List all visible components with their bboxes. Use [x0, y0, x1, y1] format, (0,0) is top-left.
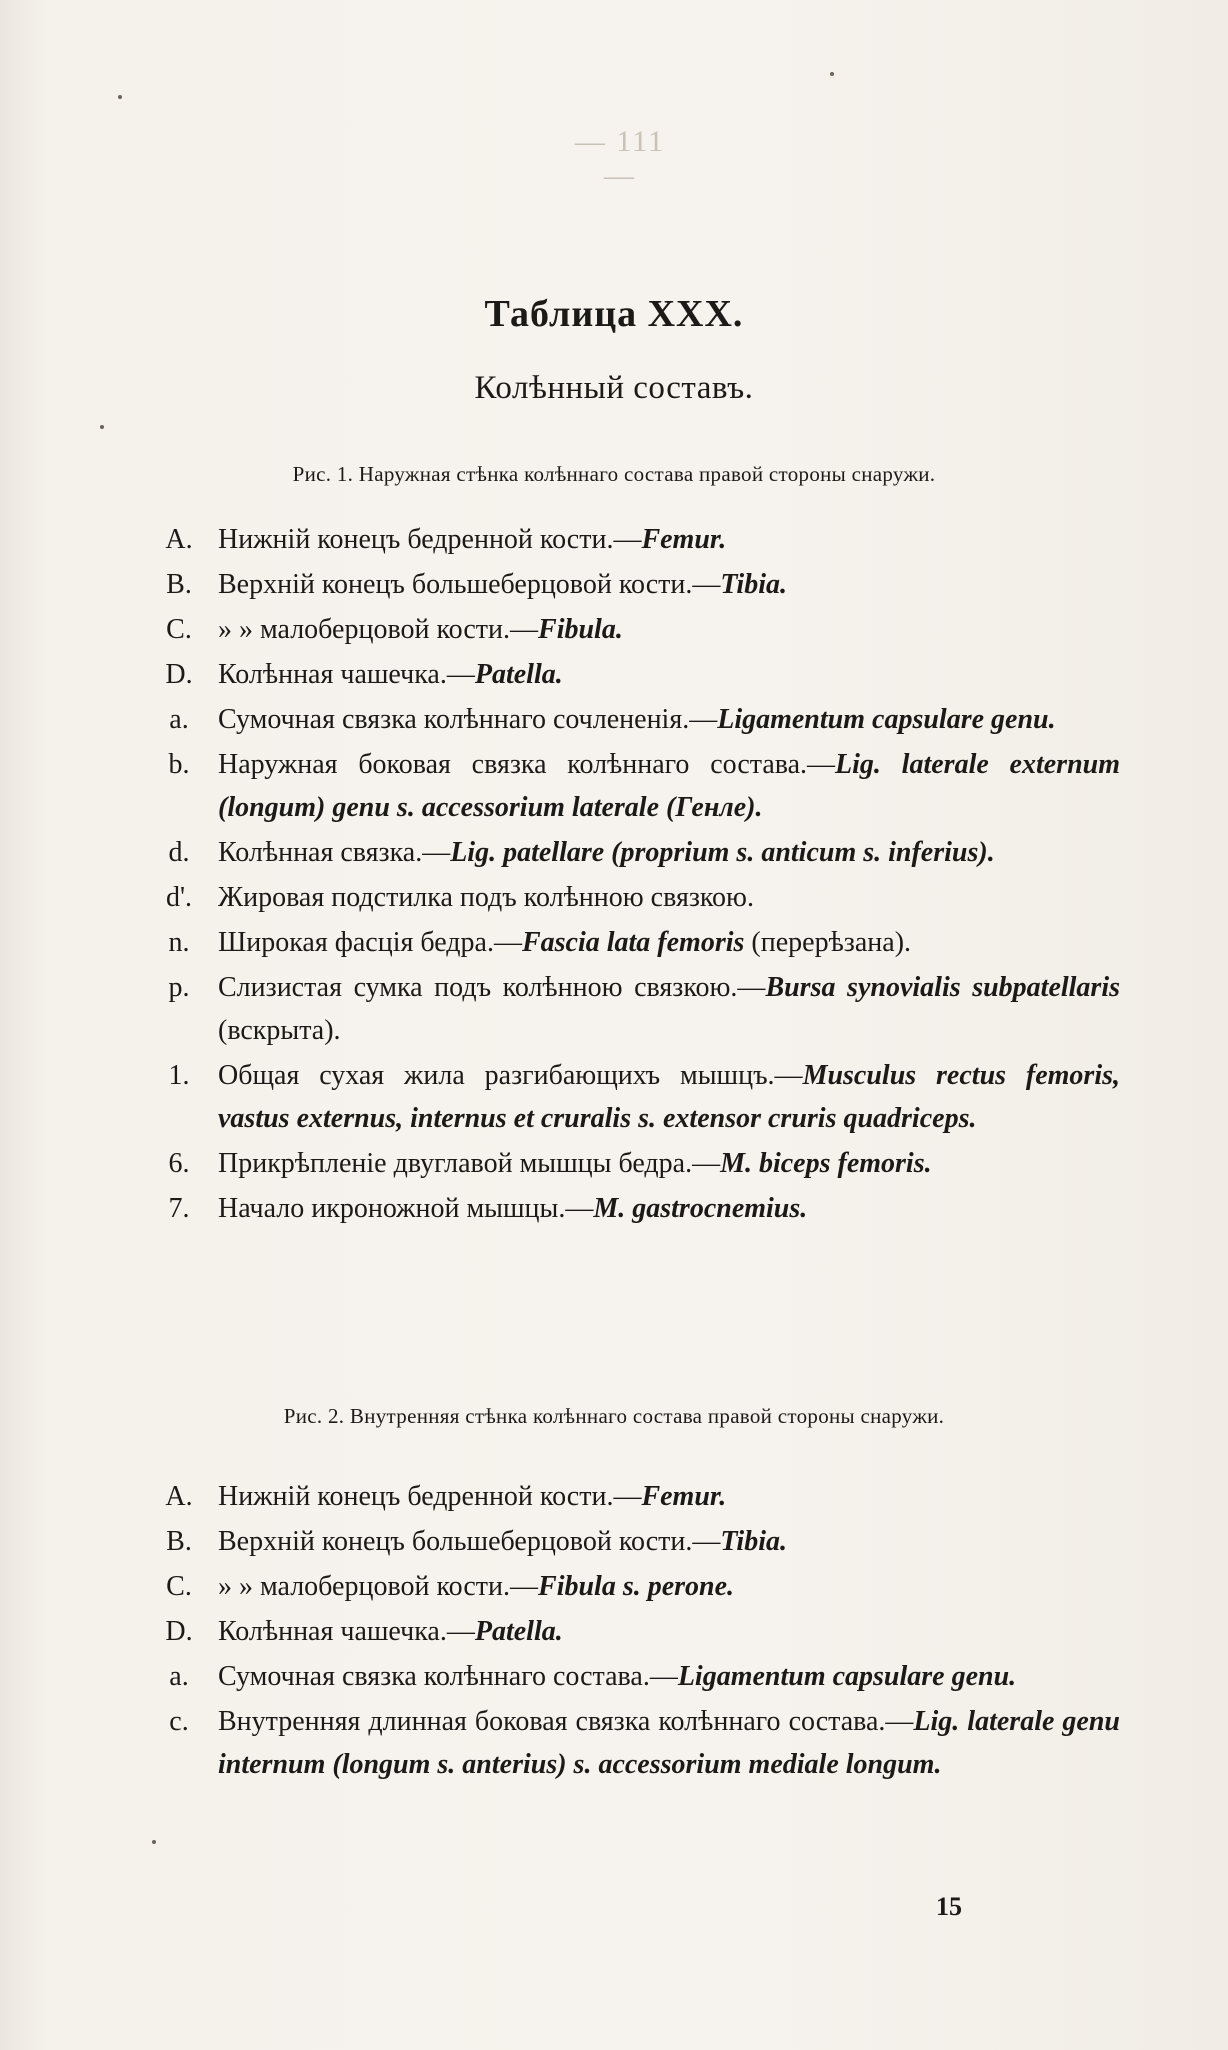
entry-text [218, 1610, 1120, 1653]
entry-russian-text: Наружная боковая связка колѣннаго состава.— [218, 749, 836, 780]
entry-label: a. [169, 1661, 189, 1692]
entry-latin-term: Femur. [641, 1481, 727, 1512]
entry-latin-term: Tibia. [720, 569, 787, 600]
entry-russian-text: Прикрѣпленіе двуглавой мышцы бедра.— [218, 1148, 721, 1179]
section-subtitle: Колѣнный составъ. [474, 370, 754, 406]
entry-label: D. [165, 1616, 193, 1647]
entry-russian-text: Жировая подстилка подъ колѣнною связкою. [218, 882, 754, 913]
entry-latin-term: Tibia. [720, 1526, 787, 1557]
entry-latin-term: Bursa synovialis subpatellaris [765, 972, 1121, 1003]
entry-text [218, 876, 1120, 919]
legend-entry [140, 743, 1120, 829]
signature-mark: 15 [936, 1892, 962, 1921]
table-title: Таблица XXX. [484, 293, 744, 335]
entry-latin-term: Ligamentum capsulare genu. [717, 704, 1056, 735]
entry-russian-text: Внутренняя длинная боковая связка колѣннаго состава.— [218, 1706, 914, 1737]
entry-russian-text: Сумочная связка колѣннаго сочлененія.— [218, 704, 718, 735]
entry-note: (вскрыта). [218, 1015, 341, 1046]
entry-text [218, 608, 1120, 651]
entry-russian-text: Верхній конецъ большеберцовой кости.— [218, 569, 721, 600]
entry-russian-text: Общая сухая жила разгибающихъ мышцъ.— [218, 1060, 803, 1091]
entry-russian-text: » » малоберцовой кости.— [218, 614, 539, 645]
figure-2-caption: Рис. 2. Внутренняя стѣнка колѣннаго состава правой стороны снаружи. [283, 1404, 945, 1428]
entry-label: d'. [165, 882, 193, 913]
legend-entry [140, 1475, 1120, 1518]
entry-note: (перерѣзана). [744, 927, 912, 958]
entry-russian-text: » » малоберцовой кости.— [218, 1571, 539, 1602]
entry-label: C. [166, 1571, 192, 1602]
paper-speck [118, 95, 122, 99]
entry-russian-text: Нижній конецъ бедренной кости.— [218, 1481, 642, 1512]
entry-label: a. [169, 704, 189, 735]
entry-latin-term: Fibula. [538, 614, 623, 645]
entry-text [218, 1655, 1120, 1698]
entry-text [218, 698, 1120, 741]
entry-latin-term: M. biceps femoris. [720, 1148, 932, 1179]
entry-label: C. [166, 614, 192, 645]
entry-russian-text: Начало икроножной мышцы.— [218, 1193, 594, 1224]
entry-text [218, 1142, 1120, 1185]
entry-russian-text: Колѣнная чашечка.— [218, 1616, 475, 1647]
entry-latin-term: Patella. [474, 1616, 563, 1647]
legend-entry [140, 563, 1120, 606]
legend-entry [140, 518, 1120, 561]
entry-text [218, 1054, 1120, 1140]
entry-label: B. [166, 1526, 192, 1557]
entry-latin-term: Fascia lata femoris [521, 927, 745, 958]
entry-label: b. [168, 749, 190, 780]
entry-russian-text: Слизистая сумка подъ колѣнною связкою.— [218, 972, 766, 1003]
legend-entry [140, 1565, 1120, 1608]
legend-entry [140, 1142, 1120, 1185]
entry-label: A. [165, 524, 193, 555]
entry-latin-term: Musculus rectus femoris, vastus externus, internus et cruralis s. extensor cruris quadriceps. [218, 1060, 1120, 1134]
entry-text [218, 966, 1120, 1052]
figure-2-entries [140, 1475, 1120, 1788]
legend-entry [140, 876, 1120, 919]
entry-label: D. [165, 659, 193, 690]
entry-latin-term: Fibula s. perone. [538, 1571, 735, 1602]
figure-1-caption: Рис. 1. Наружная стѣнка колѣннаго состава правой стороны снаружи. [292, 462, 936, 486]
entry-label: p. [168, 972, 190, 1003]
entry-russian-text: Колѣнная чашечка.— [218, 659, 475, 690]
legend-entry [140, 921, 1120, 964]
entry-text [218, 1565, 1120, 1608]
legend-entry [140, 1655, 1120, 1698]
entry-text [218, 831, 1120, 874]
entry-russian-text: Нижній конецъ бедренной кости.— [218, 524, 642, 555]
legend-entry [140, 1520, 1120, 1563]
entry-russian-text: Сумочная связка колѣннаго состава.— [218, 1661, 678, 1692]
entry-text [218, 1475, 1120, 1518]
figure-1-entries [140, 518, 1120, 1232]
entry-latin-term: Femur. [641, 524, 727, 555]
legend-entry [140, 608, 1120, 651]
legend-entry [140, 1700, 1120, 1786]
entry-label: 7. [168, 1193, 190, 1224]
legend-entry [140, 1610, 1120, 1653]
paper-speck [100, 425, 104, 429]
entry-label: 1. [168, 1060, 190, 1091]
legend-entry [140, 1187, 1120, 1230]
entry-russian-text: Верхній конецъ большеберцовой кости.— [218, 1526, 721, 1557]
entry-text [218, 518, 1120, 561]
entry-label: B. [166, 569, 192, 600]
entry-latin-term: Lig. patellare (proprium s. anticum s. inferius). [450, 837, 995, 868]
entry-text [218, 563, 1120, 606]
entry-latin-term: Ligamentum capsulare genu. [677, 1661, 1017, 1692]
legend-entry [140, 1054, 1120, 1140]
page-number: — 111 — [574, 125, 666, 192]
entry-russian-text: Широкая фасція бедра.— [218, 927, 522, 958]
legend-entry [140, 831, 1120, 874]
entry-latin-term: Lig. laterale genu internum (longum s. anterius) s. accessorium mediale longum. [218, 1706, 1120, 1780]
entry-latin-term: Patella. [474, 659, 563, 690]
entry-label: 6. [168, 1148, 190, 1179]
entry-latin-term: Lig. laterale externum (longum) genu s. accessorium laterale (Генле). [218, 749, 1120, 823]
entry-text [218, 743, 1120, 829]
paper-speck [830, 72, 834, 76]
legend-entry [140, 966, 1120, 1052]
entry-text [218, 653, 1120, 696]
entry-label: A. [165, 1481, 193, 1512]
entry-latin-term: M. gastrocnemius. [593, 1193, 808, 1224]
entry-label: d. [168, 837, 190, 868]
entry-text [218, 1700, 1120, 1786]
entry-text [218, 1520, 1120, 1563]
entry-text [218, 1187, 1120, 1230]
entry-russian-text: Колѣнная связка.— [218, 837, 451, 868]
entry-label: c. [169, 1706, 189, 1737]
legend-entry [140, 698, 1120, 741]
entry-label: n. [168, 927, 190, 958]
paper-speck [152, 1840, 156, 1844]
legend-entry [140, 653, 1120, 696]
entry-text [218, 921, 1120, 964]
